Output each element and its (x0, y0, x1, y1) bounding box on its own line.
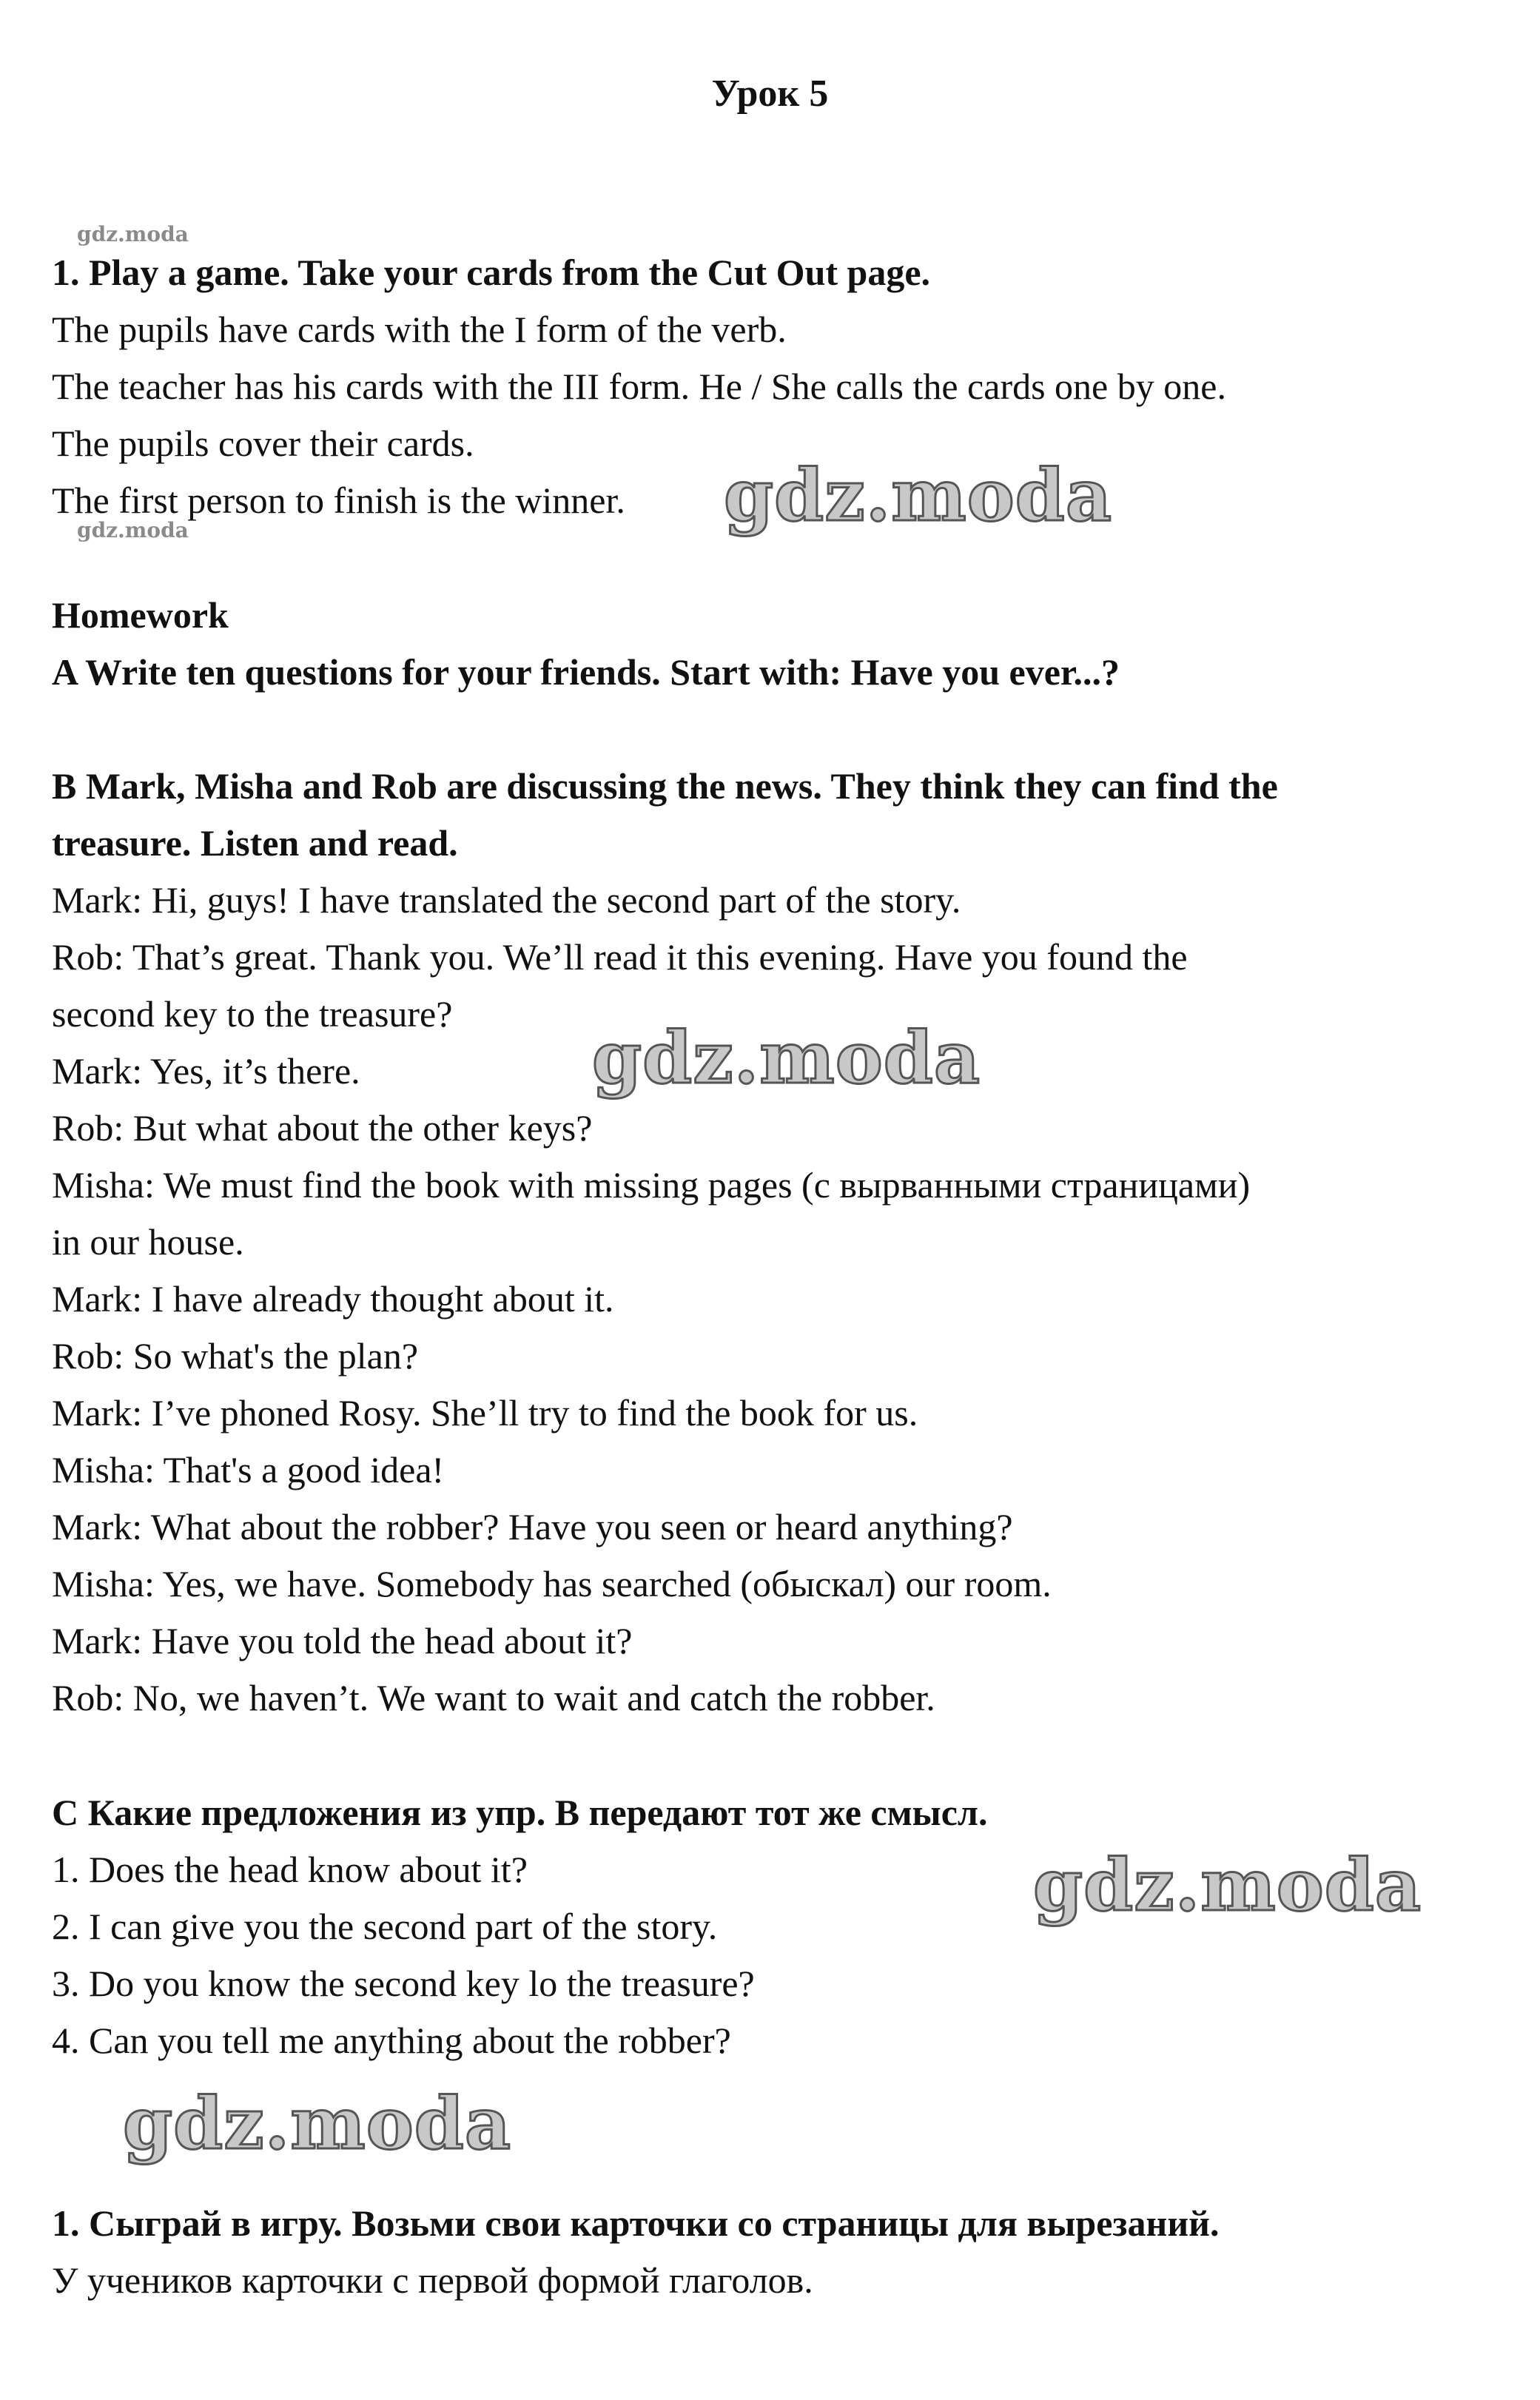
watermark-2: gdz.moda (592, 1016, 981, 1100)
dialogue-line: second key to the treasure? (52, 993, 453, 1035)
watermark-4: gdz.moda (123, 2082, 512, 2165)
list-item: 4. Can you tell me anything about the robber? (52, 2020, 731, 2061)
task-b-heading-cont: treasure. Listen and read. (52, 822, 458, 864)
homework-heading: Homework (52, 594, 229, 636)
dialogue-line: Mark: Yes, it’s there. (52, 1050, 360, 1092)
watermark-small-top: gdz.moda (77, 222, 189, 246)
dialogue-line: Misha: That's a good idea! (52, 1449, 445, 1490)
translation-heading: 1. Сыграй в игру. Возьми свои карточки со страницы для вырезаний. (52, 2202, 1220, 2244)
list-item: 2. I can give you the second part of the story. (52, 1906, 718, 1947)
text-line: The pupils have cards with the I form of the verb. (52, 309, 787, 350)
dialogue-line: Misha: Yes, we have. Somebody has searched (обыскал) our room. (52, 1563, 1052, 1604)
task-a-heading: A Write ten questions for your friends. Start with: Have you ever...? (52, 651, 1120, 693)
dialogue-line: Rob: But what about the other keys? (52, 1107, 593, 1149)
page-title: Урок 5 (711, 73, 829, 115)
dialogue-line: in our house. (52, 1221, 244, 1263)
dialogue-line: Mark: What about the robber? Have you seen or heard anything? (52, 1506, 1013, 1547)
dialogue-line: Misha: We must find the book with missing pages (с вырванными страницами) (52, 1164, 1251, 1206)
text-line: The pupils cover their cards. (52, 423, 474, 464)
list-item: 1. Does the head know about it? (52, 1849, 528, 1890)
text-line: The teacher has his cards with the III form. He / She calls the cards one by one. (52, 366, 1226, 407)
dialogue-line: Mark: Hi, guys! I have translated the second part of the story. (52, 879, 961, 921)
dialogue-line: Rob: So what's the plan? (52, 1335, 419, 1377)
task-b-heading: B Mark, Misha and Rob are discussing the news. They think they can find the (52, 765, 1278, 807)
task-c-heading: С Какие предложения из упр. В передают тот же смысл. (52, 1792, 988, 1833)
translation-line: У учеников карточки с первой формой глаголов. (52, 2259, 813, 2301)
dialogue-line: Rob: No, we haven’t. We want to wait and catch the robber. (52, 1677, 935, 1718)
watermark-small-bottom: gdz.moda (77, 518, 189, 542)
dialogue-line: Mark: I have already thought about it. (52, 1278, 614, 1320)
list-item: 3. Do you know the second key lo the treasure? (52, 1963, 755, 2004)
watermark-3: gdz.moda (1033, 1843, 1422, 1927)
dialogue-line: Rob: That’s great. Thank you. We’ll read it this evening. Have you found the (52, 936, 1188, 978)
dialogue-line: Mark: I’ve phoned Rosy. She’ll try to find the book for us. (52, 1392, 918, 1433)
watermark-1: gdz.moda (724, 454, 1113, 537)
exercise-1-heading: 1. Play a game. Take your cards from the Cut Out page. (52, 252, 931, 293)
text-line: The first person to finish is the winner. (52, 480, 625, 521)
dialogue-line: Mark: Have you told the head about it? (52, 1620, 633, 1661)
